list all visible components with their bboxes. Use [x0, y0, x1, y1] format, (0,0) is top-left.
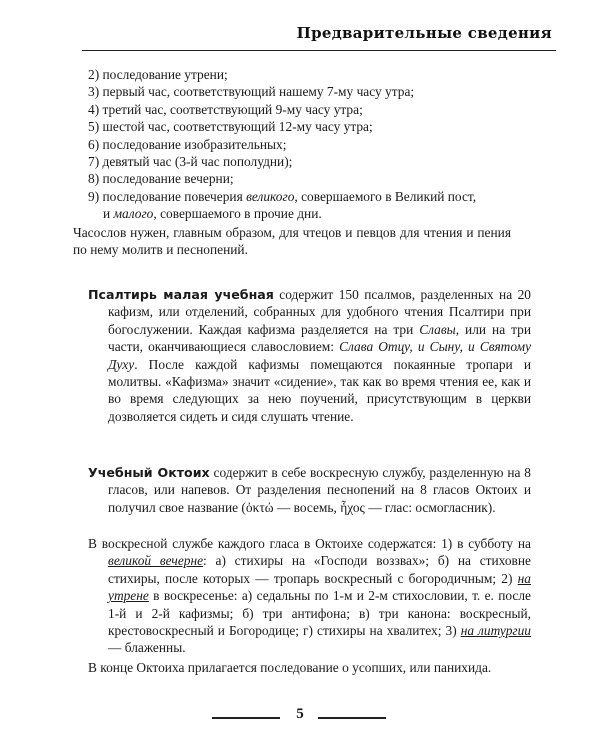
list-item-compline: [88, 188, 511, 223]
psaltir-paragraph: [88, 286, 531, 425]
item9-prefix: 9) последование повечерия: [88, 188, 247, 204]
list-item: 2) последование утрени;: [88, 67, 228, 82]
psaltir-text-3: . После каждой кафизмы помещаются покаянные тропари и молитвы. «Кафизма» значит «сидение», так как во время чтения ее, как и во время следующих за нею поучений, присутствующим в церкви дозволяется сидеть и сидя слушать чтение.: [108, 356, 531, 424]
sunday-text-2: : а) стихиры на «Господи воззвах»; б) на стиховне стихиры, после которых — тропарь воскресный с богородичным; 2): [108, 553, 531, 586]
footer-rule-right: [318, 717, 386, 719]
running-header-title: Предварительные сведения: [296, 24, 552, 42]
sunday-matins: на утрене: [108, 570, 531, 604]
sunday-text-1: В воскресной службе каждого гласа в Октоихе содержатся: 1) в субботу на: [88, 536, 531, 551]
chasoslov-note: Часослов нужен, главным образом, для чтецов и певцов для чтения и пения по нему молитв и песнопений.: [73, 224, 511, 258]
sunday-great-vespers: великой вечерне: [108, 553, 204, 569]
sunday-text-4: — блаженны.: [108, 640, 186, 656]
sunday-liturgy: на литургии: [460, 623, 531, 639]
oktoih-text-1: содержит в себе воскресную службу, разделенную на 8 гласов, или напевов. От разделения песнопений на 8 гласов Октоих и получил свое название (ὀκτώ — восемь, ἦχος — глас: осмогласник).: [108, 465, 531, 515]
header-rule: [82, 50, 556, 51]
oktoih-heading: Учебный Октоих: [88, 465, 210, 480]
hours-list: [73, 66, 511, 258]
psaltir-heading: Псалтирь малая учебная: [88, 287, 274, 302]
item9-italic-great: великого: [246, 188, 295, 204]
item9-line2-prefix: и: [103, 206, 114, 222]
psaltir-text-1: содержит 150 псалмов, разделенных на 20 кафизм, или отделений, собранных для удобного чтения Псалтири при богослужении. Каждая кафизма разделяется на три: [108, 287, 531, 337]
psaltir-italic-doxology: Слава Отцу, и Сыну, и Святому Духу: [108, 339, 532, 372]
item9-line2-suffix: , совершаемого в прочие дни.: [153, 206, 322, 222]
psaltir-italic-slavy: Славы: [419, 321, 456, 337]
list-item: 5) шестой час, соответствующий 12-му часу утра;: [88, 119, 373, 135]
footer-rule-left: [212, 717, 280, 719]
sunday-service-paragraph: [88, 535, 531, 657]
list-item: 3) первый час, соответствующий нашему 7-му часу утра;: [88, 84, 415, 100]
list-item: 6) последование изобразительных;: [88, 136, 287, 152]
page-number: 5: [296, 706, 304, 722]
page-footer: [0, 706, 600, 730]
item9-middle: , совершаемого в Великий пост,: [294, 188, 477, 204]
list-item: 4) третий час, соответствующий 9-му часу утра;: [88, 101, 363, 117]
oktoih-paragraph: [88, 464, 531, 516]
psaltir-text-2: , или на три части, оканчивающиеся славословием:: [108, 321, 531, 355]
list-item: 8) последование вечерни;: [88, 171, 234, 187]
list-item: 7) девятый час (3-й час пополудни);: [88, 154, 293, 170]
closing-line: В конце Октоиха прилагается последование о усопших, или панихида.: [88, 660, 492, 675]
item9-italic-small: малого: [113, 206, 154, 222]
sunday-text-3: в воскресенье: а) седальны по 1-м и 2-м стихословии, т. е. после 1-й и 2-й кафизмы; б) три антифона; в) три канона: воскресный, крестовоскресный и Богородице; г) стихиры на хвалитех; 3): [108, 588, 531, 639]
